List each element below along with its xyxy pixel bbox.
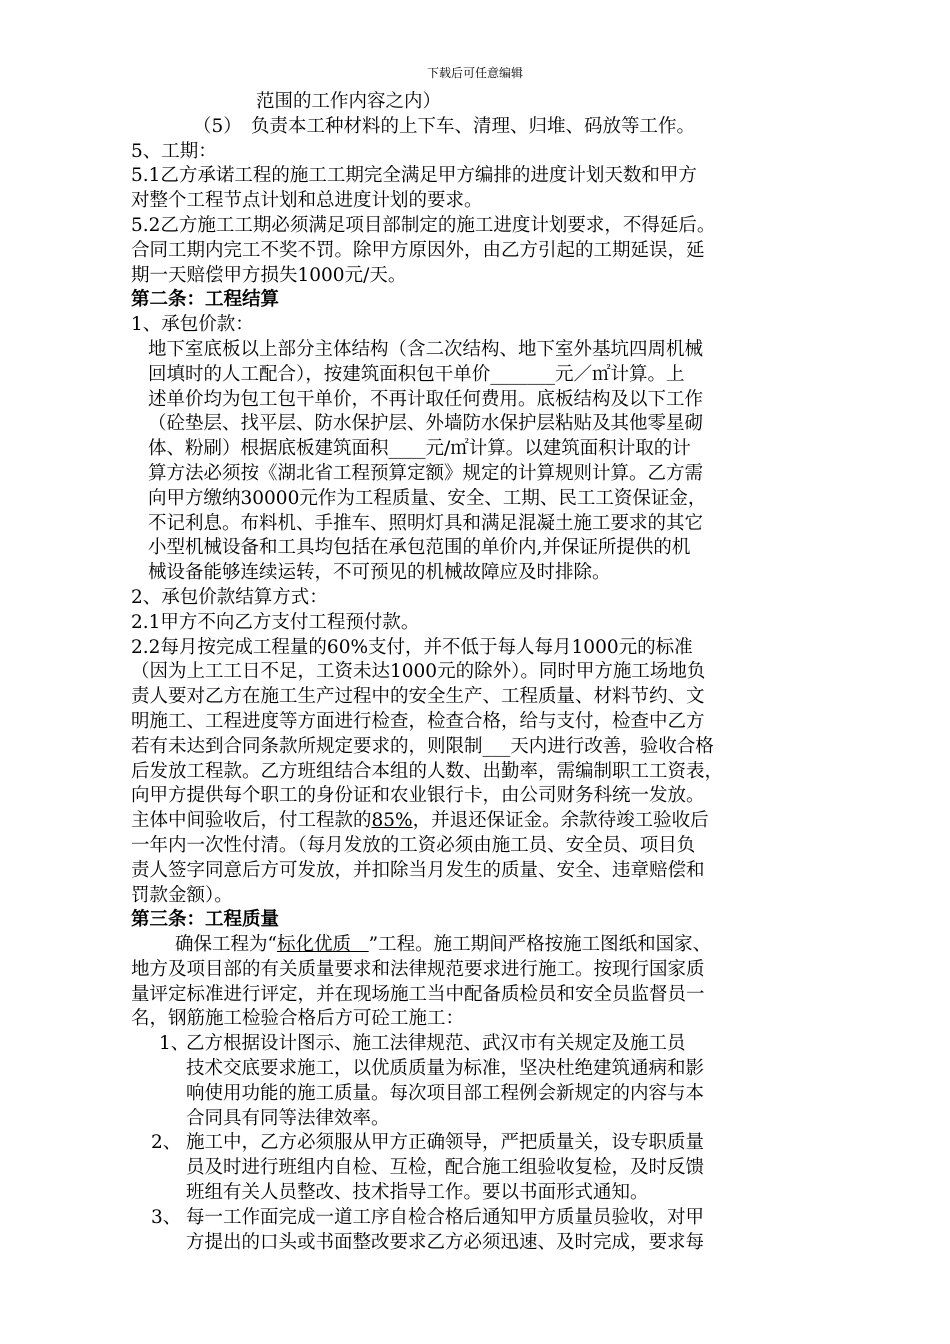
list-item xyxy=(131,1131,831,1205)
text-line xyxy=(131,735,831,760)
list-number: 3、 xyxy=(151,1206,182,1228)
text-line: 后发放工程款。乙方班组结合本组的人数、出勤率，需编制职工工资表， xyxy=(131,760,724,782)
section-heading: 第三条：工程质量 xyxy=(131,909,280,931)
blank-field: _______ xyxy=(490,363,556,385)
text-line xyxy=(131,437,831,462)
page-header: 下载后可任意编辑 xyxy=(426,66,523,80)
text-line: 响使用功能的施工质量。每次项目部工程例会新规定的内容与本 xyxy=(186,1082,705,1104)
text-line: 一年内一次性付清。（每月发放的工资必须由施工员、安全员、项目负 xyxy=(131,834,696,856)
underlined-value: 85% xyxy=(371,810,413,832)
text-line: 量评定标准进行评定，并在现场施工当中配备质检员和安全员监督员一 xyxy=(131,983,705,1005)
underlined-value xyxy=(277,934,369,955)
text-line xyxy=(131,363,831,388)
text-line: （因为上工工日不足，工资未达1000元的除外）。同时甲方施工场地负 xyxy=(131,661,706,683)
text-line: 技术交底要求施工，以优质质量为标准，坚决杜绝建筑通病和影 xyxy=(186,1058,705,1080)
text-line: 罚款金额）。 xyxy=(131,884,233,906)
section-heading: 第二条：工程结算 xyxy=(131,289,280,311)
list-item xyxy=(131,1206,831,1256)
text-span: 若有未达到合同条款所规定要求的，则限制 xyxy=(131,735,483,757)
text-line: 合同工期内完工不奖不罚。除甲方原因外，由乙方引起的工期延误，延 xyxy=(131,239,705,261)
text-span: 体、粉刷）根据底板建筑面积 xyxy=(148,438,389,460)
text-line: 明施工、工程进度等方面进行检查，检查合格，给与支付，检查中乙方 xyxy=(131,710,705,732)
text-line: （5） 负责本工种材料的上下车、清理、归堆、码放等工作。 xyxy=(193,115,696,137)
list-number: 2、 xyxy=(151,1132,182,1154)
text-line: 向甲方缴纳30000元作为工程质量、安全、工期、民工工资保证金， xyxy=(148,487,707,509)
text-line: 述单价均为包工包干单价，不再计取任何费用。底板结构及以下工作 xyxy=(148,388,704,410)
text-line: （砼垫层、找平层、防水保护层、外墙防水保护层粘贴及其他零星砌 xyxy=(148,413,704,435)
text-line: 地方及项目部的有关质量要求和法律规范要求进行施工。按现行国家质 xyxy=(131,958,705,980)
text-line: 合同具有同等法律效率。 xyxy=(186,1107,390,1129)
text-span: 主体中间验收后，付工程款的 xyxy=(131,810,372,832)
text-line: 施工中，乙方必须服从甲方正确领导，严把质量关，设专职质量 xyxy=(186,1132,705,1154)
list-number: 1、 xyxy=(159,1033,190,1055)
text-span: 回填时的人工配合），按建筑面积包干单价 xyxy=(148,363,491,385)
text-line: 责人要对乙方在施工生产过程中的安全生产、工程质量、材料节约、文 xyxy=(131,686,705,708)
text-line: 方提出的口头或书面整改要求乙方必须迅速、及时完成，要求每 xyxy=(186,1231,705,1253)
blank-field: ___ xyxy=(482,735,511,757)
text-line: 1、承包价款： xyxy=(131,314,254,336)
text-line xyxy=(131,809,831,834)
text-line: 责人签字同意后方可发放，并扣除当月发生的质量、安全、违章赔偿和 xyxy=(131,859,705,881)
blank-field: ____ xyxy=(388,438,426,460)
text-line: 小型机械设备和工具均包括在承包范围的单价内,并保证所提供的机 xyxy=(148,537,691,559)
list-item xyxy=(131,1032,831,1131)
text-line: 班组有关人员整改、技术指导工作。要以书面形式通知。 xyxy=(186,1182,649,1204)
text-line: 5.1乙方承诺工程的施工工期完全满足甲方编排的进度计划天数和甲方 xyxy=(131,165,697,187)
text-line: 2.1甲方不向乙方支付工程预付款。 xyxy=(131,611,420,633)
text-line: 对整个工程节点计划和总进度计划的要求。 xyxy=(131,190,483,212)
text-line: 每一工作面完成一道工序自检合格后通知甲方质量员验收，对甲 xyxy=(186,1206,705,1228)
text-line: 地下室底板以上部分主体结构（含二次结构、地下室外基坑四周机械 xyxy=(148,338,704,360)
text-line: 向甲方提供每个职工的身份证和农业银行卡，由公司财务科统一发放。 xyxy=(131,785,705,807)
text-line xyxy=(131,933,831,958)
document-body xyxy=(131,90,831,1255)
text-span: 元／㎡计算。上 xyxy=(555,363,685,385)
text-line: 2.2每月按完成工程量的60%支付，并不低于每人每月1000元的标准 xyxy=(131,636,693,658)
text-line: 名，钢筋施工检验合格后方可砼工施工： xyxy=(131,1008,465,1030)
text-span: 天内进行改善，验收合格 xyxy=(510,735,714,757)
text-span: 标化优质 xyxy=(276,934,351,956)
text-span: ，并退还保证金。余款待竣工验收后 xyxy=(412,810,709,832)
text-line: 乙方根据设计图示、施工法律规范、武汉市有关规定及施工员 xyxy=(186,1033,686,1055)
text-line: 5、工期： xyxy=(131,140,217,162)
text-line: 不记利息。布料机、手推车、照明灯具和满足混凝土施工要求的其它 xyxy=(148,512,704,534)
text-line: 5.2乙方施工工期必须满足项目部制定的施工进度计划要求，不得延后。 xyxy=(131,214,716,236)
text-span: 元/㎡计算。以建筑面积计取的计 xyxy=(425,438,691,460)
text-span: 确保工程为“ xyxy=(175,934,277,956)
text-line: 期一天赔偿甲方损失1000元/天。 xyxy=(131,264,407,286)
text-line: 械设备能够连续运转，不可预见的机械故障应及时排除。 xyxy=(148,562,611,584)
text-line: 算方法必须按《湖北省工程预算定额》规定的计算规则计算。乙方需 xyxy=(148,462,704,484)
text-span: ”工程。施工期间严格按施工图纸和国家、 xyxy=(368,934,712,956)
text-line: 范围的工作内容之内） xyxy=(256,91,442,112)
text-line: 员及时进行班组内自检、互检，配合施工组验收复检，及时反馈 xyxy=(186,1157,705,1179)
text-line: 2、承包价款结算方式： xyxy=(131,586,328,608)
